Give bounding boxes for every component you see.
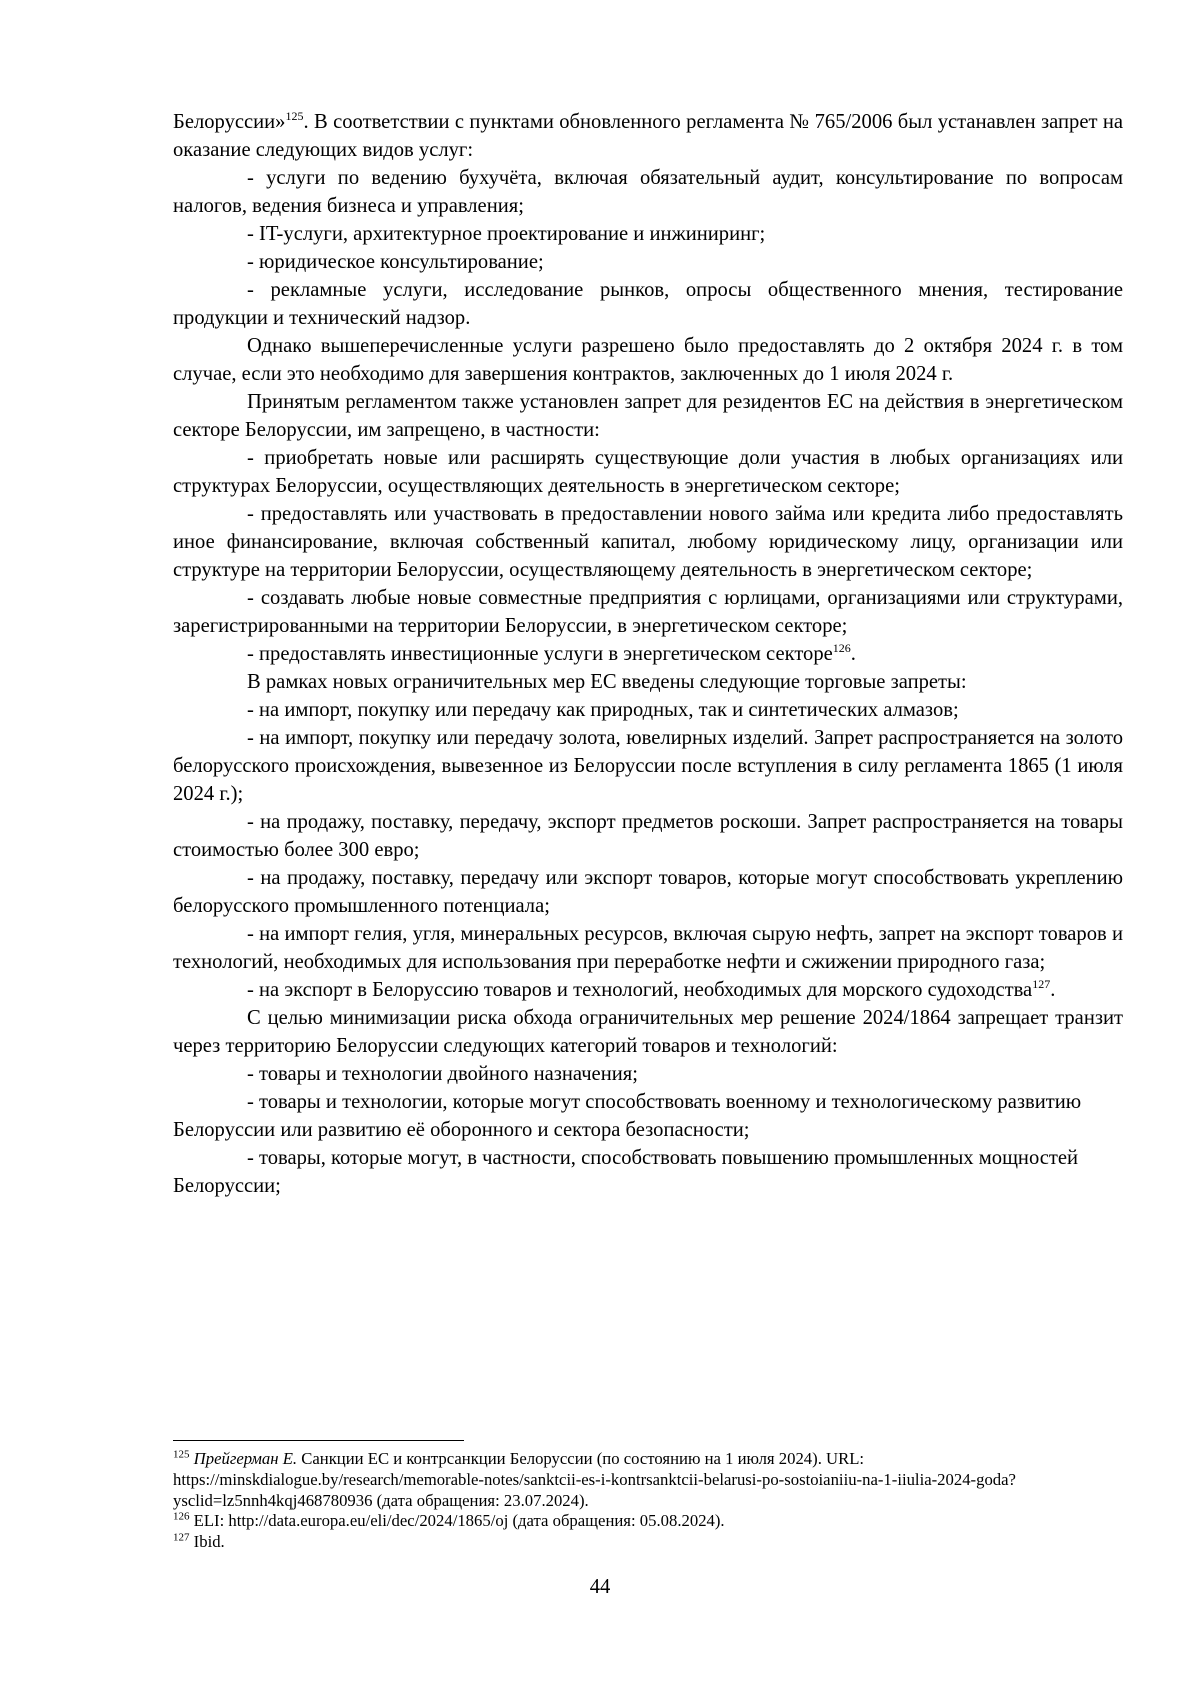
list-item: - на импорт, покупку или передачу золота, ювелирных изделий. Запрет распространяется на золото белорусского происхождения, вывезенное из Белоруссии после вступления в силу регламента 1865 (1 июля 2024 г.); (173, 727, 1123, 805)
footnote-number: 126 (173, 1510, 190, 1523)
paragraph: Однако вышеперечисленные услуги разрешено было предоставлять до 2 октября 2024 г. в том случае, если это необходимо для завершения контрактов, заключенных до 1 июля 2024 г. (173, 335, 1123, 385)
footnote-ref-126[interactable]: 126 (832, 641, 851, 656)
list-item: - предоставлять инвестиционные услуги в энергетическом секторе$^{126}$. (247, 641, 856, 665)
list-item: - на импорт гелия, угля, минеральных ресурсов, включая сырую нефть, запрет на экспорт товаров и технологий, необходимых для использования при переработке нефти и сжижении природного газа; (173, 923, 1123, 973)
footnote-text: Ibid. (189, 1532, 225, 1552)
list-item: - услуги по ведению бухучёта, включая обязательный аудит, консультирование по вопросам налогов, ведения бизнеса и управления; (173, 167, 1123, 217)
footnote-author: Прейгерман Е. (193, 1449, 298, 1468)
list-item: - на продажу, поставку, передачу, экспорт предметов роскоши. Запрет распространяется на товары стоимостью более 300 евро; (173, 811, 1123, 861)
list-item: - на импорт, покупку или передачу как природных, так и синтетических алмазов; (247, 699, 959, 721)
footnote-ref-127[interactable]: 127 (1032, 977, 1051, 992)
footnote-separator (173, 1440, 464, 1441)
footnote-text: Санкции ЕС и контрсанкции Белоруссии (по состоянию на 1 июля 2024). URL: https://minskdialogue.by/research/memorable-notes/sanktcii-es-i-kontrsanktcii-belarusi-po-sostoianiiu-na-1-iiulia-2024-goda?ysclid=lz5nnh4kqj468780936 (дата обращения: 23.07.2024). (173, 1449, 1016, 1510)
list-item: - юридическое консультирование; (247, 251, 544, 273)
footnote-126 (173, 1511, 1123, 1532)
paragraph: Принятым регламентом также установлен запрет для резидентов ЕС на действия в энергетическом секторе Белоруссии, им запрещено, в частности: (173, 391, 1123, 441)
list-item: - приобретать новые или расширять существующие доли участия в любых организациях или структурах Белоруссии, осуществляющих деятельность в энергетическом секторе; (173, 447, 1123, 497)
list-item: - на продажу, поставку, передачу или экспорт товаров, которые могут способствовать укреплению белорусского промышленного потенциала; (173, 867, 1123, 917)
list-item: - создавать любые новые совместные предприятия с юрлицами, организациями или структурами, зарегистрированными на территории Белоруссии, в энергетическом секторе; (173, 587, 1123, 637)
page-number: 44 (589, 1576, 611, 1598)
body-text (173, 108, 1123, 1200)
list-item: - IT-услуги, архитектурное проектирование и инжиниринг; (247, 223, 766, 245)
footnote-number: 127 (173, 1531, 190, 1544)
list-item: - товары и технологии двойного назначения; (247, 1063, 638, 1085)
footnote-text: ELI: http://data.europa.eu/eli/dec/2024/1865/oj (дата обращения: 05.08.2024). (189, 1511, 725, 1531)
footnote-125 (173, 1449, 1123, 1511)
list-item: - товары и технологии, которые могут способствовать военному и технологическому развитию Белоруссии или развитию её оборонного и сектора безопасности; (173, 1091, 1082, 1141)
list-item: - товары, которые могут, в частности, способствовать повышению промышленных мощностей Белоруссии; (173, 1147, 1079, 1197)
footnote-number: 125 (173, 1448, 190, 1461)
paragraph: Белоруссии»$^{125}$. В соответствии с пунктами обновленного регламента № 765/2006 был устанавлен запрет на оказание следующих видов услуг: (173, 109, 1123, 161)
list-item: - предоставлять или участвовать в предоставлении нового займа или кредита либо предоставлять иное финансирование, включая собственный капитал, любому юридическому лицу, организации или структуре на территории Белоруссии, осуществляющему деятельность в энергетическом секторе; (173, 503, 1123, 581)
paragraph: С целью минимизации риска обхода ограничительных мер решение 2024/1864 запрещает транзит через территорию Белоруссии следующих категорий товаров и технологий: (173, 1007, 1123, 1057)
list-item: - на экспорт в Белоруссию товаров и технологий, необходимых для морского судоходства$^{127}$. (247, 977, 1056, 1001)
footnotes (173, 1449, 1123, 1553)
footnote-127 (173, 1532, 1123, 1553)
list-item: - рекламные услуги, исследование рынков, опросы общественного мнения, тестирование продукции и технический надзор. (173, 279, 1123, 329)
paragraph: В рамках новых ограничительных мер ЕС введены следующие торговые запреты: (247, 671, 967, 693)
footnote-ref-125[interactable]: 125 (285, 109, 304, 124)
